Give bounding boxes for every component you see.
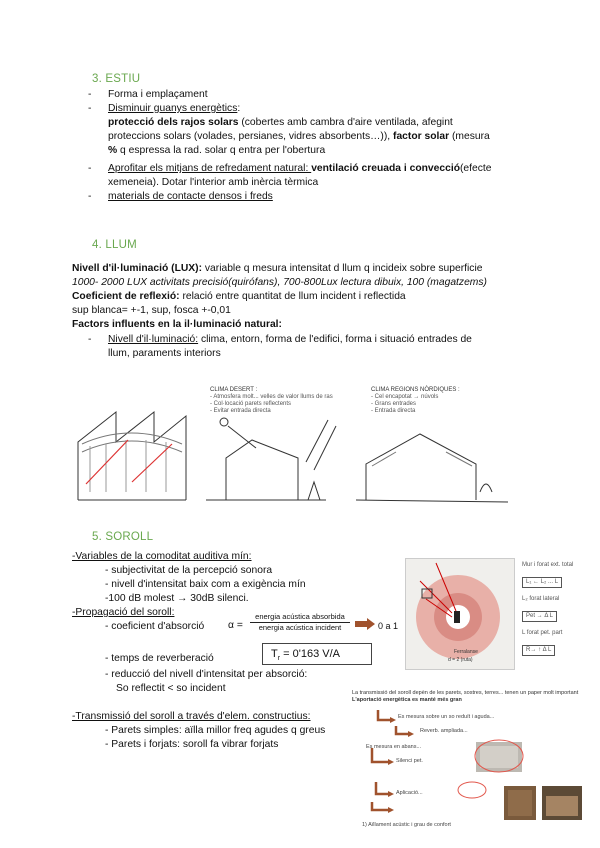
- list-item: - Aprofitar els mitjans de refredament natural: ventilació creuada i convecció(efecte xemeneia). Dotar l'interior amb inèrcia tèrmica: [88, 163, 492, 188]
- bold-term: protecció dels rajos solars: [108, 117, 239, 128]
- nordic-notes-list: [371, 394, 511, 415]
- legend-item: L forat pet. part: [522, 630, 563, 636]
- climate-sketch-figure: [76, 382, 516, 508]
- list-item: - Forma i emplaçament: [88, 89, 208, 100]
- arrow-icon: [355, 618, 375, 630]
- list-item: - Parets simples: aïlla millor freq agudes q greus: [105, 725, 326, 736]
- transmission-heading: -Transmissió del soroll a través d'elem. constructius:: [72, 711, 311, 722]
- sketch-note-item: - Grans entrades: [371, 401, 417, 407]
- legend-item: Pet → Δ L: [522, 611, 557, 622]
- list-item-text: Forma i emplaçament: [108, 89, 208, 100]
- alpha-symbol: α =: [228, 620, 243, 631]
- list-item: - subjectivitat de la percepció sonora: [105, 565, 273, 576]
- sound-propagation-diagram: [405, 558, 515, 670]
- sketch-note-item: - Entrada directa: [371, 408, 416, 414]
- range-label: 0 a 1: [378, 621, 399, 631]
- sketch-note-item: - Col·locació parets reflectents: [210, 401, 292, 407]
- transmission-notes: Es mesura sobre un so reduït i aguda... Reverb. ampliada... Es mesura en abans... Silenci pet. Aplicació... 1) Aïllament acústic i grau de confort: [362, 714, 495, 828]
- svg-text:Ferralanse: Ferralanse: [454, 649, 478, 655]
- sketch-notes-desert: CLIMA DESERT : - Atmosfera molt... velles de valor llums de ras - Col·locació parets reflectents - Evitar entrada directa: [210, 387, 350, 415]
- sketch-note-item: - Atmosfera molt... velles de valor llums de ras: [210, 394, 333, 400]
- sound-legend: [522, 562, 592, 664]
- list-item: - nivell d'intensitat baix com a exigència mín: [105, 579, 306, 590]
- variables-heading: -Variables de la comoditat auditiva mín:: [72, 551, 252, 562]
- list-item: - temps de reverberació: [105, 653, 214, 664]
- list-item: - reducció del nivell d'intensitat per absorció:: [105, 669, 308, 680]
- figure-caption: La transmissió del soroll depèn de les parets, sostres, terres... tenen un paper molt important L'aportació energètica es manté més gran: [352, 690, 579, 703]
- list-item: So reflectit < so incident: [116, 683, 226, 694]
- absorption-fraction: energia acústica absorbida energia acústica incident: [250, 612, 350, 632]
- sketch-note-item: - Evitar entrada directa: [210, 408, 271, 414]
- reverberation-formula: $T_r = 0'163$ V/A: [262, 643, 372, 665]
- sketch-note-item: - Cel encapotat → núvols: [371, 394, 439, 400]
- list-item: - coeficient d'absorció: [105, 621, 205, 632]
- section-heading-llum: 4. LLUM: [92, 239, 137, 251]
- list-item: - Disminuir guanys energètics: protecció dels rajos solars (cobertes amb cambra d'aire ventilada, afegint proteccions solars (volades, persianes, vidres absorbents…)), factor solar (mesura % q espressa la rad. solar q entra per l'obertura: [88, 103, 490, 156]
- list-item: - Nivell d'il·luminació: clima, entorn, forma de l'edifici, forma i situació entrades de llum, paraments interiors: [88, 334, 472, 359]
- svg-text:d = 2 (ruta): d = 2 (ruta): [448, 657, 473, 663]
- list-item: - materials de contacte densos i freds: [88, 191, 273, 202]
- legend-item: L₂ forat lateral: [522, 596, 560, 602]
- legend-item: L₁ ← L₂ ... L: [522, 577, 562, 588]
- sound-room-drawing: [406, 559, 514, 669]
- section-heading-soroll: 5. SOROLL: [92, 531, 154, 543]
- list-item: - Parets i forjats: soroll fa vibrar forjats: [105, 739, 279, 750]
- underlined-term: Disminuir guanys energètics: [108, 103, 238, 114]
- legend-item: Mur i forat ext. total: [522, 562, 574, 568]
- paragraph: Nivell d'il·luminació (LUX): variable q mesura intensitat d llum q incideix sobre superficie 1000- 2000 LUX activitats precisió(quirófans), 700-800Lux lectura dibuix, 100 (magatzems) Coeficient de reflexió: relació entre quantitat de llum incident i reflectida sup blanca= +-1, sup, fosca +-0,01 Factors influents en la il·luminació natural:: [72, 263, 487, 330]
- desert-notes-list: [210, 394, 350, 415]
- legend-item: R→ ↑ Δ L: [522, 645, 555, 656]
- section-heading-estiu: 3. ESTIU: [92, 73, 141, 85]
- propagation-heading: -Propagació del soroll:: [72, 607, 175, 618]
- sketch-notes-nordic: CLIMA REGIONS NÒRDIQUES : - Cel encapotat → núvols - Grans entrades - Entrada directa: [371, 387, 511, 415]
- list-item: -100 dB molest → 30dB silenci.: [105, 593, 249, 604]
